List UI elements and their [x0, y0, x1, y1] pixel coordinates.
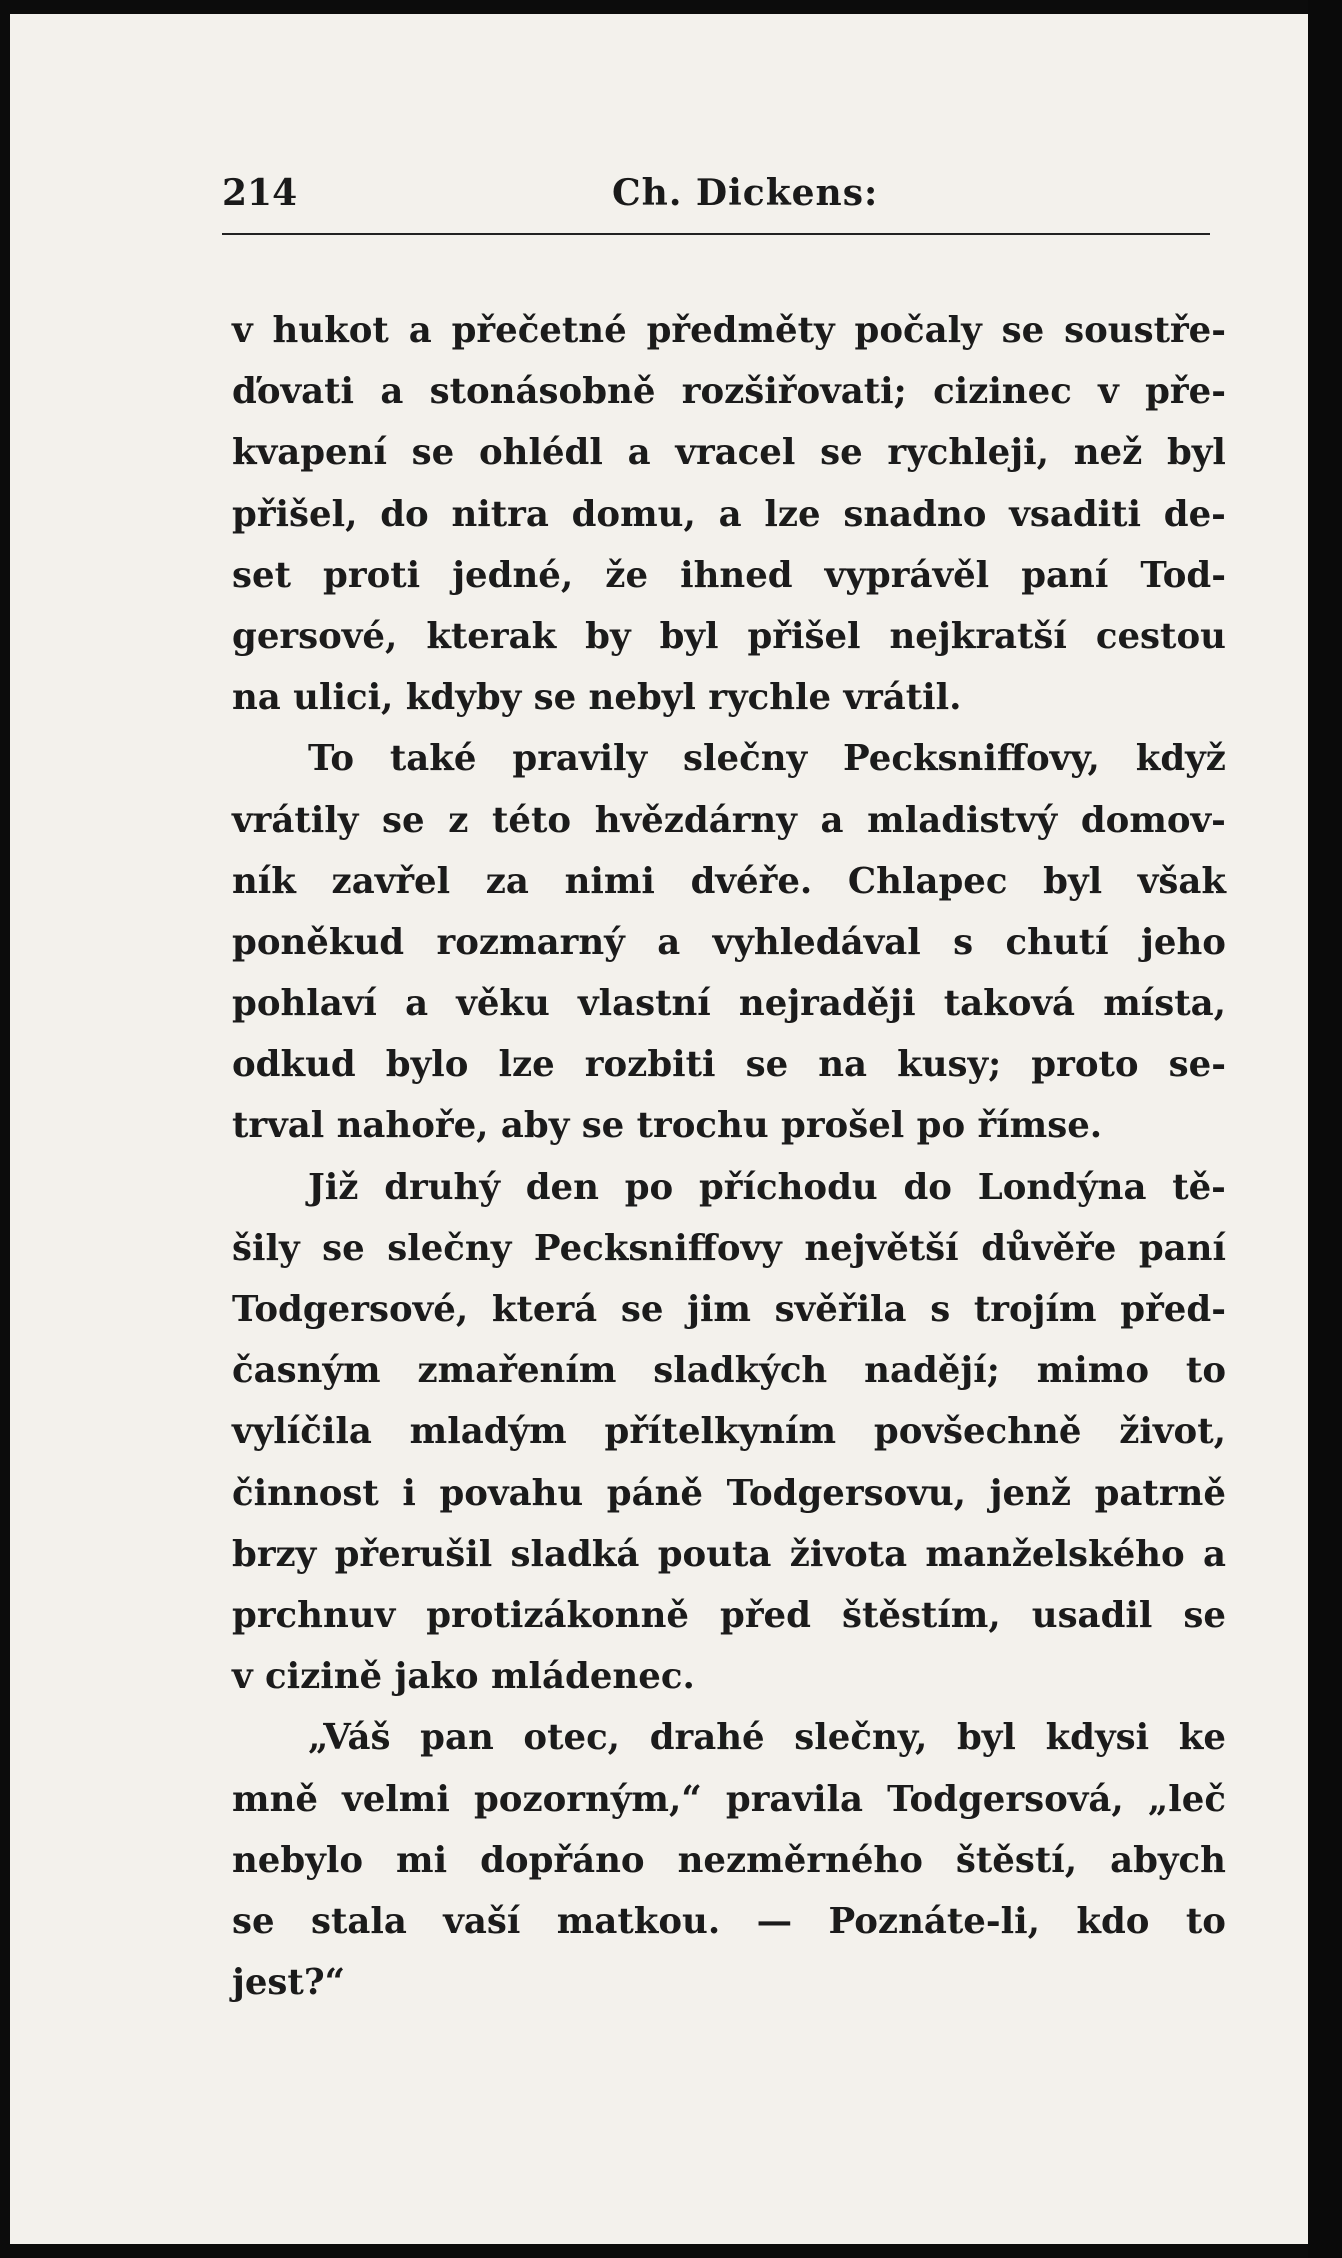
text-line: činnost i povahu páně Todgersovu, jenž patrně	[232, 1472, 1226, 1514]
text-line: odkud bylo lze rozbiti se na kusy; proto se-	[232, 1044, 1226, 1086]
text-line: To také pravily slečny Pecksniffovy, když	[308, 738, 1226, 780]
body-text	[232, 300, 1226, 2013]
text-line: gersové, kterak by byl přišel nejkratší cestou	[232, 615, 1226, 657]
page-header	[222, 172, 1212, 224]
scan-edge	[1308, 0, 1342, 2258]
page-number: 214	[222, 172, 298, 214]
text-line: mně velmi pozorným,“ pravila Todgersová, „leč	[232, 1778, 1226, 1820]
text-line: brzy přerušil sladká pouta života manželského a	[232, 1533, 1226, 1575]
running-head: Ch. Dickens:	[612, 172, 879, 214]
text-line: se stala vaší matkou. — Poznáte-li, kdo to	[232, 1900, 1226, 1942]
paragraph	[232, 1707, 1226, 2013]
text-line: v cizině jako mládenec.	[232, 1656, 695, 1698]
paragraph	[232, 728, 1226, 1156]
text-line: časným zmařením sladkých nadějí; mimo to	[232, 1350, 1226, 1392]
paragraph	[232, 1157, 1226, 1708]
text-line: přišel, do nitra domu, a lze snadno vsaditi de-	[232, 493, 1226, 535]
text-line: poněkud rozmarný a vyhledával s chutí jeho	[232, 921, 1226, 963]
text-line: Již druhý den po příchodu do Londýna tě-	[308, 1166, 1226, 1208]
text-line: „Váš pan otec, drahé slečny, byl kdysi ke	[308, 1717, 1226, 1759]
text-line: prchnuv protizákonně před štěstím, usadil se	[232, 1594, 1226, 1636]
header-rule	[222, 233, 1210, 235]
text-line: vylíčila mladým přítelkyním povšechně život,	[232, 1411, 1226, 1453]
text-line: set proti jedné, že ihned vyprávěl paní Tod-	[232, 554, 1226, 596]
text-line: vrátily se z této hvězdárny a mladistvý domov-	[232, 799, 1226, 841]
text-line: šily se slečny Pecksniffovy největší důvěře paní	[232, 1227, 1226, 1269]
text-line: ďovati a stonásobně rozšiřovati; cizinec v pře-	[232, 371, 1226, 413]
text-line: pohlaví a věku vlastní nejraději taková místa,	[232, 983, 1226, 1025]
text-line: jest?“	[232, 1962, 346, 2004]
paragraph	[232, 300, 1226, 728]
text-line: na ulici, kdyby se nebyl rychle vrátil.	[232, 677, 962, 719]
text-line: ník zavřel za nimi dvéře. Chlapec byl však	[232, 860, 1226, 902]
text-line: trval nahoře, aby se trochu prošel po římse.	[232, 1105, 1103, 1147]
text-line: kvapení se ohlédl a vracel se rychleji, než byl	[232, 432, 1226, 474]
text-line: Todgersové, která se jim svěřila s trojím před-	[232, 1289, 1226, 1330]
text-line: v hukot a přečetné předměty počaly se soustře-	[232, 310, 1226, 351]
text-line: nebylo mi dopřáno nezměrného štěstí, abych	[232, 1839, 1226, 1881]
